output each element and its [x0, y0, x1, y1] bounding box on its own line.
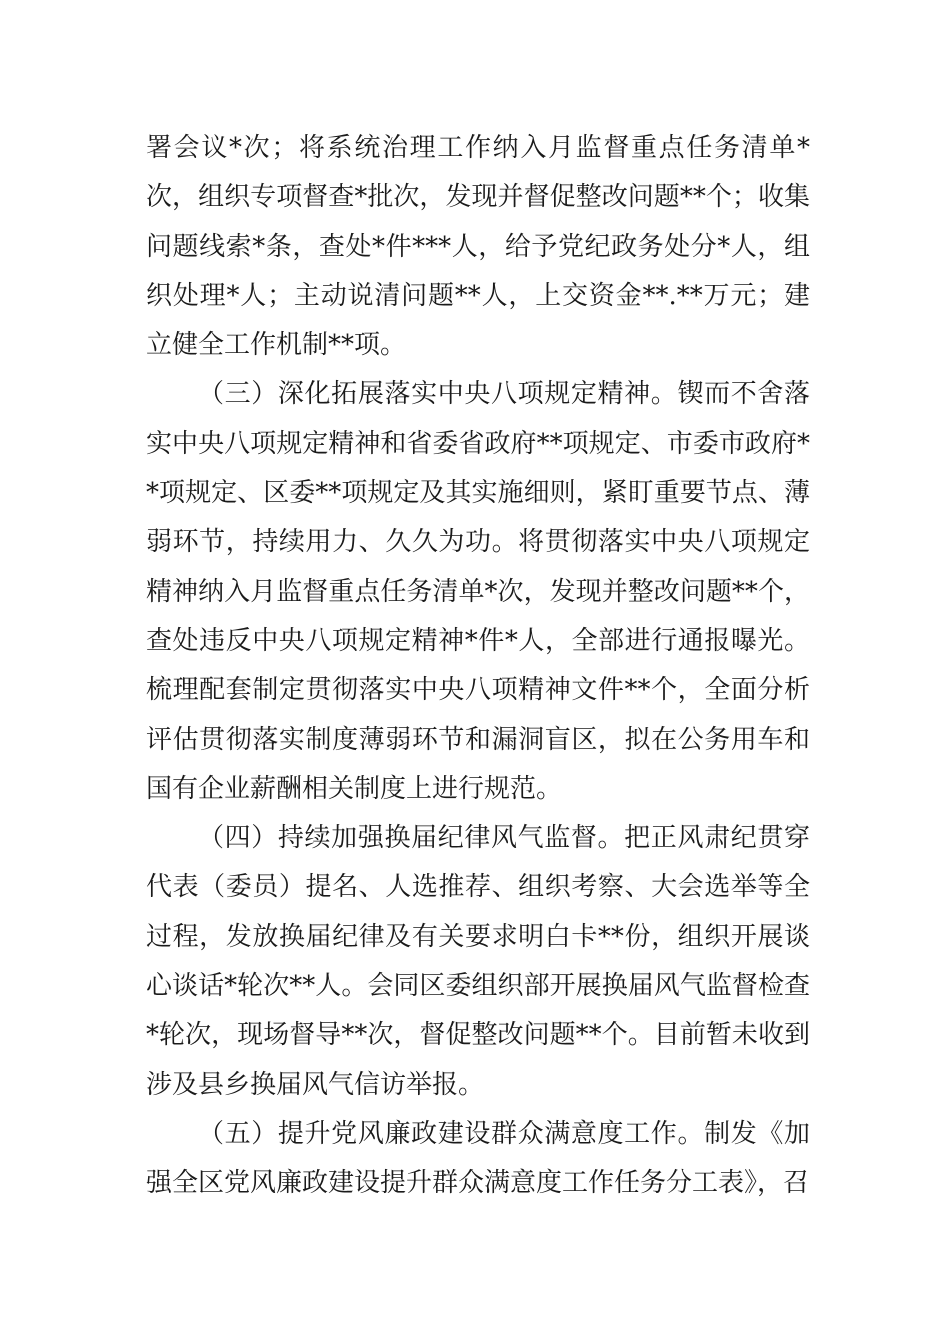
paragraph-section-5: （五）提升党风廉政建设群众满意度工作。制发《加强全区党风廉政建设提升群众满意度工作任务分工表》，召 [146, 1118, 810, 1199]
paragraph-continuation: 署会议*次；将系统治理工作纳入月监督重点任务清单*次，组织专项督查*批次，发现并督促整改问题**个；收集问题线索*条，查处*件***人，给予党纪政务处分*人，组织处理*人；主动说清问题**人，上交资金**.**万元；建立健全工作机制**项。 [146, 133, 810, 361]
paragraph-section-4: （四）持续加强换届纪律风气监督。把正风肃纪贯穿代表（委员）提名、人选推荐、组织考察、大会选举等全过程，发放换届纪律及有关要求明白卡**份，组织开展谈心谈话*轮次**人。会同区委组织部开展换届风气监督检查*轮次，现场督导**次，督促整改问题**个。目前暂未收到涉及县乡换届风气信访举报。 [146, 823, 810, 1100]
document-body [146, 124, 810, 1209]
paragraph-section-3: （三）深化拓展落实中央八项规定精神。锲而不舍落实中央八项规定精神和省委省政府**项规定、市委市政府**项规定、区委**项规定及其实施细则，紧盯重要节点、薄弱环节，持续用力、久久为功。将贯彻落实中央八项规定精神纳入月监督重点任务清单*次，发现并整改问题**个，查处违反中央八项规定精神*件*人，全部进行通报曝光。梳理配套制定贯彻落实中央八项精神文件**个，全面分析评估贯彻落实制度薄弱环节和漏洞盲区，拟在公务用车和国有企业薪酬相关制度上进行规范。 [146, 379, 810, 804]
